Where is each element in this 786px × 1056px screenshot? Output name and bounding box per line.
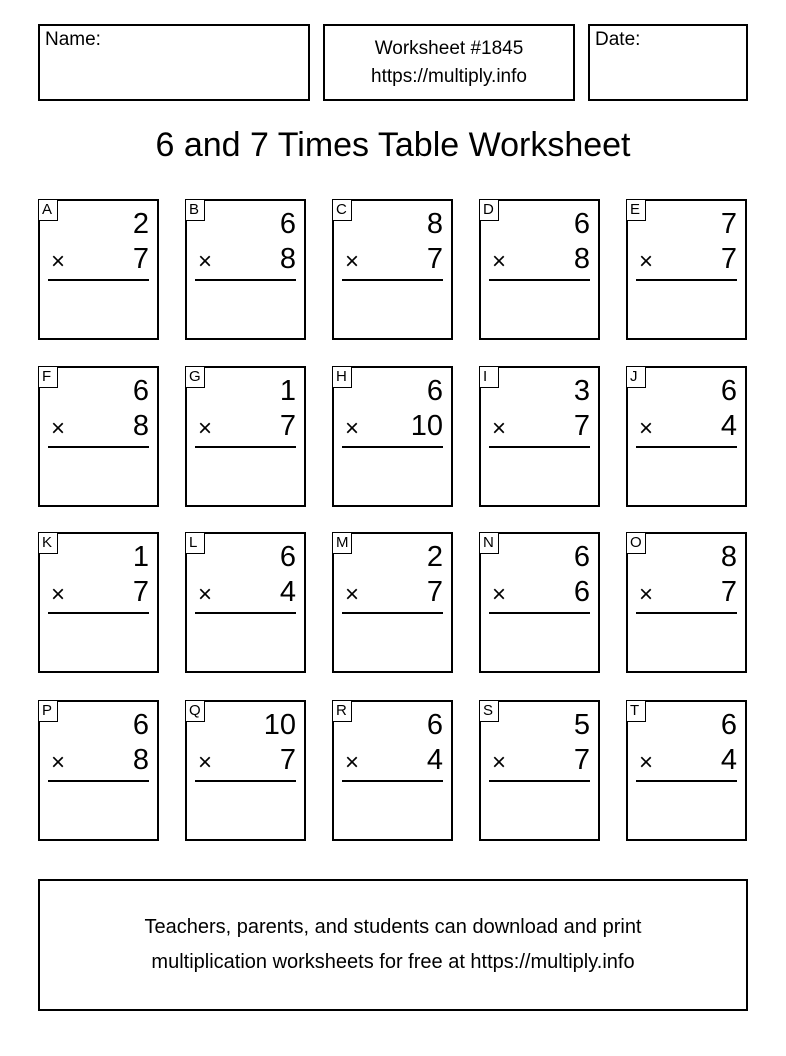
multiplicand: 6 xyxy=(720,709,737,741)
multiplier: 8 xyxy=(132,744,149,776)
name-label: Name: xyxy=(45,29,101,50)
multiplier: 10 xyxy=(410,410,443,442)
problem-card[interactable] xyxy=(332,532,453,673)
multiplier: 7 xyxy=(279,744,296,776)
multiplicand: 1 xyxy=(132,541,149,573)
problem-card[interactable] xyxy=(332,199,453,340)
multiply-sign: × xyxy=(639,581,654,608)
multiplier: 7 xyxy=(426,576,443,608)
date-label: Date: xyxy=(595,29,641,50)
problem-letter: L xyxy=(185,532,205,554)
answer-line xyxy=(636,780,737,782)
problem-card[interactable] xyxy=(38,366,159,507)
multiplicand: 7 xyxy=(720,208,737,240)
answer-line xyxy=(489,780,590,782)
multiply-sign: × xyxy=(51,248,66,275)
answer-line xyxy=(636,446,737,448)
multiplicand: 2 xyxy=(426,541,443,573)
problem-card[interactable] xyxy=(479,199,600,340)
problem-letter: F xyxy=(38,366,58,388)
multiply-sign: × xyxy=(198,749,213,776)
problem-letter: O xyxy=(626,532,646,554)
problem-card[interactable] xyxy=(38,700,159,841)
answer-line xyxy=(342,446,443,448)
multiplicand: 1 xyxy=(279,375,296,407)
multiply-sign: × xyxy=(492,248,507,275)
problem-card[interactable] xyxy=(185,700,306,841)
multiply-sign: × xyxy=(492,749,507,776)
answer-line xyxy=(636,612,737,614)
answer-line xyxy=(342,612,443,614)
multiplier: 7 xyxy=(426,243,443,275)
multiply-sign: × xyxy=(198,248,213,275)
footer-line-1: Teachers, parents, and students can download and print xyxy=(144,916,642,938)
name-box[interactable] xyxy=(38,24,310,101)
multiplicand: 6 xyxy=(573,208,590,240)
problem-letter: Q xyxy=(185,700,205,722)
problem-letter: A xyxy=(38,199,58,221)
multiply-sign: × xyxy=(51,415,66,442)
problem-card[interactable] xyxy=(479,700,600,841)
multiplicand: 6 xyxy=(132,375,149,407)
problem-letter: P xyxy=(38,700,58,722)
multiply-sign: × xyxy=(198,415,213,442)
footer-box xyxy=(38,879,748,1011)
problem-letter: G xyxy=(185,366,205,388)
date-box[interactable] xyxy=(588,24,748,101)
multiply-sign: × xyxy=(345,749,360,776)
multiplier: 4 xyxy=(426,744,443,776)
multiply-sign: × xyxy=(639,248,654,275)
answer-line xyxy=(342,279,443,281)
multiplicand: 6 xyxy=(573,541,590,573)
multiplicand: 8 xyxy=(720,541,737,573)
problem-card[interactable] xyxy=(626,199,747,340)
multiplicand: 8 xyxy=(426,208,443,240)
multiply-sign: × xyxy=(345,248,360,275)
answer-line xyxy=(195,446,296,448)
multiply-sign: × xyxy=(492,415,507,442)
problem-card[interactable] xyxy=(185,366,306,507)
problem-letter: M xyxy=(332,532,352,554)
multiplicand: 3 xyxy=(573,375,590,407)
answer-line xyxy=(48,279,149,281)
problem-letter: E xyxy=(626,199,646,221)
problem-card[interactable] xyxy=(626,532,747,673)
problem-card[interactable] xyxy=(479,366,600,507)
multiplier: 4 xyxy=(720,744,737,776)
problem-letter: S xyxy=(479,700,499,722)
multiply-sign: × xyxy=(639,749,654,776)
multiplicand: 6 xyxy=(426,709,443,741)
answer-line xyxy=(489,446,590,448)
multiplier: 8 xyxy=(132,410,149,442)
footer-line-2: multiplication worksheets for free at https://multiply.info xyxy=(151,951,635,973)
problem-letter: D xyxy=(479,199,499,221)
problem-letter: T xyxy=(626,700,646,722)
answer-line xyxy=(48,612,149,614)
multiplicand: 6 xyxy=(279,208,296,240)
problem-card[interactable] xyxy=(332,366,453,507)
multiply-sign: × xyxy=(198,581,213,608)
worksheet-number: Worksheet #1845 xyxy=(374,38,524,59)
problem-letter: N xyxy=(479,532,499,554)
problem-card[interactable] xyxy=(38,199,159,340)
multiplier: 7 xyxy=(132,243,149,275)
multiplicand: 10 xyxy=(263,709,296,741)
problem-card[interactable] xyxy=(38,532,159,673)
answer-line xyxy=(489,279,590,281)
multiplier: 7 xyxy=(279,410,296,442)
problem-letter: K xyxy=(38,532,58,554)
multiply-sign: × xyxy=(639,415,654,442)
problem-card[interactable] xyxy=(479,532,600,673)
answer-line xyxy=(48,780,149,782)
problem-letter: J xyxy=(626,366,646,388)
multiplier: 7 xyxy=(720,243,737,275)
multiplicand: 6 xyxy=(720,375,737,407)
multiply-sign: × xyxy=(345,415,360,442)
problem-letter: H xyxy=(332,366,352,388)
problem-card[interactable] xyxy=(626,366,747,507)
multiplier: 7 xyxy=(573,744,590,776)
problem-card[interactable] xyxy=(185,199,306,340)
multiplicand: 6 xyxy=(279,541,296,573)
answer-line xyxy=(195,780,296,782)
multiplier: 7 xyxy=(573,410,590,442)
answer-line xyxy=(636,279,737,281)
worksheet-url: https://multiply.info xyxy=(371,66,527,87)
problem-letter: C xyxy=(332,199,352,221)
multiply-sign: × xyxy=(345,581,360,608)
multiplier: 6 xyxy=(573,576,590,608)
multiply-sign: × xyxy=(492,581,507,608)
multiplicand: 5 xyxy=(573,709,590,741)
page-title: 6 and 7 Times Table Worksheet xyxy=(155,126,631,164)
multiplier: 4 xyxy=(279,576,296,608)
answer-line xyxy=(195,612,296,614)
multiplier: 7 xyxy=(720,576,737,608)
multiply-sign: × xyxy=(51,581,66,608)
multiplier: 4 xyxy=(720,410,737,442)
answer-line xyxy=(342,780,443,782)
multiplier: 8 xyxy=(279,243,296,275)
answer-line xyxy=(489,612,590,614)
worksheet-info-box xyxy=(323,24,575,101)
answer-line xyxy=(48,446,149,448)
multiplicand: 2 xyxy=(132,208,149,240)
multiplicand: 6 xyxy=(132,709,149,741)
problem-letter: I xyxy=(479,366,499,388)
multiplier: 7 xyxy=(132,576,149,608)
multiply-sign: × xyxy=(51,749,66,776)
answer-line xyxy=(195,279,296,281)
multiplicand: 6 xyxy=(426,375,443,407)
problem-letter: R xyxy=(332,700,352,722)
problem-card[interactable] xyxy=(332,700,453,841)
problem-card[interactable] xyxy=(185,532,306,673)
multiplier: 8 xyxy=(573,243,590,275)
problem-card[interactable] xyxy=(626,700,747,841)
problem-letter: B xyxy=(185,199,205,221)
